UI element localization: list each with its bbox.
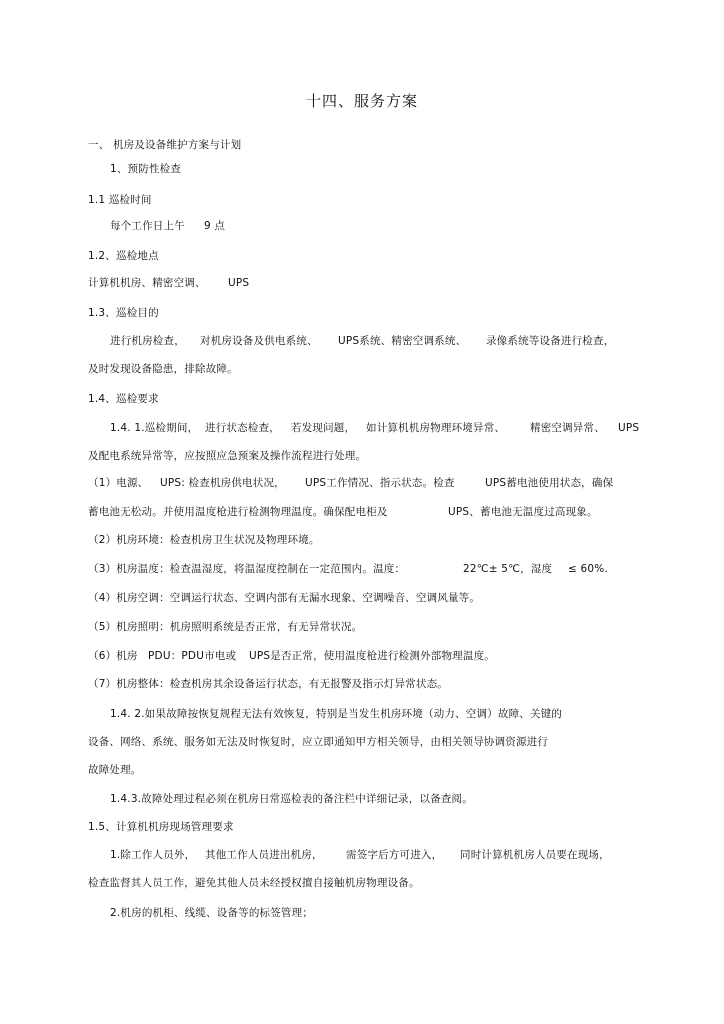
text-segment: PDU：PDU市电或 bbox=[148, 650, 237, 662]
section-heading: 一、 机房及设备维护方案与计划 bbox=[88, 139, 242, 151]
text-segment: 计算机机房、精密空调、 bbox=[88, 277, 206, 289]
text-segment: （6）机房 bbox=[88, 650, 138, 662]
text-segment: 如计算机机房物理环境异常、 bbox=[366, 422, 506, 434]
text-line: （5）机房照明：机房照明系统是否正常，有无异常状况。 bbox=[88, 621, 363, 633]
text-segment: UPS蓄电池使用状态，确保 bbox=[485, 477, 614, 489]
text-line: 设备、网络、系统、服务如无法及时恢复时，应立即通知甲方相关领导，由相关领导协调资源进行 bbox=[88, 736, 549, 748]
text-line: （2）机房环境：检查机房卫生状况及物理环境。 bbox=[88, 534, 320, 546]
text-segment: 进行状态检查， bbox=[205, 422, 280, 434]
text-segment: （3）机房温度：检查温湿度，将温湿度控制在一定范围内。温度： bbox=[88, 563, 406, 575]
text-segment: UPS工作情况、指示状态。检查 bbox=[305, 477, 455, 489]
text-segment: 需签字后方可进入， bbox=[346, 849, 443, 861]
text-segment: 22℃± 5℃，湿度 bbox=[463, 563, 553, 575]
item-heading: 1.3、巡检目的 bbox=[88, 307, 159, 319]
text-line: （7）机房整体：检查机房其余设备运行状态，有无报警及指示灯异常状态。 bbox=[88, 678, 448, 690]
text-segment: 9 点 bbox=[204, 220, 226, 232]
item-heading: 1.5、计算机机房现场管理要求 bbox=[88, 821, 234, 833]
text-line: 检查监督其人员工作，避免其他人员未经授权擅自接触机房物理设备。 bbox=[88, 877, 420, 889]
text-segment: 录像系统等设备进行检查， bbox=[486, 335, 615, 347]
text-segment: 蓄电池无温度过高现象。 bbox=[480, 506, 598, 518]
text-segment: 每个工作日上午 bbox=[110, 220, 185, 232]
text-segment: 蓄电池无松动。并使用温度枪进行检测物理温度。确保配电柜及 bbox=[88, 506, 388, 518]
text-line: 及配电系统异常等，应按照应急预案及操作流程进行处理。 bbox=[88, 450, 367, 462]
text-line: （4）机房空调：空调运行状态、空调内部有无漏水现象、空调噪音、空调风量等。 bbox=[88, 592, 481, 604]
text-segment: UPS: 检查机房供电状况， bbox=[160, 477, 285, 489]
text-line: 2.机房的机柜、线缆、设备等的标签管理； bbox=[110, 907, 314, 919]
text-segment: UPS bbox=[618, 422, 640, 434]
text-segment: 精密空调异常、 bbox=[530, 422, 605, 434]
item-heading: 1.2、巡检地点 bbox=[88, 250, 159, 262]
item-heading: 1.4、巡检要求 bbox=[88, 393, 159, 405]
text-segment: UPS、 bbox=[448, 506, 480, 518]
text-segment: 对机房设备及供电系统、 bbox=[200, 335, 318, 347]
text-segment: 进行机房检查， bbox=[110, 335, 185, 347]
text-segment: UPS是否正常，使用温度枪进行检测外部物理温度。 bbox=[249, 650, 495, 662]
text-segment: 1.除工作人员外， bbox=[110, 849, 196, 861]
text-segment: ≤ 60%. bbox=[568, 563, 609, 575]
text-segment: UPS系统、精密空调系统、 bbox=[338, 335, 467, 347]
text-line: 故障处理。 bbox=[88, 764, 142, 776]
text-line: 1.4. 2.如果故障按恢复规程无法有效恢复，特别是当发生机房环境（动力、空调）故障、关键的 bbox=[110, 708, 563, 720]
text-line: 1.4.3.故障处理过程必须在机房日常巡检表的备注栏中详细记录，以备查阅。 bbox=[110, 793, 473, 805]
item-heading: 1.1 巡检时间 bbox=[88, 194, 152, 206]
text-segment: 1.4. 1.巡检期间， bbox=[110, 422, 199, 434]
text-line: 及时发现设备隐患，排除故障。 bbox=[88, 363, 238, 375]
page-title: 十四、服务方案 bbox=[305, 92, 418, 110]
text-segment: 其他工作人员进出机房， bbox=[205, 849, 323, 861]
text-segment: 若发现问题， bbox=[291, 422, 356, 434]
text-segment: UPS bbox=[228, 277, 250, 289]
subsection-heading: 1、预防性检查 bbox=[110, 163, 182, 175]
text-segment: 同时计算机机房人员要在现场， bbox=[460, 849, 610, 861]
text-segment: （1）电源、 bbox=[88, 477, 149, 489]
